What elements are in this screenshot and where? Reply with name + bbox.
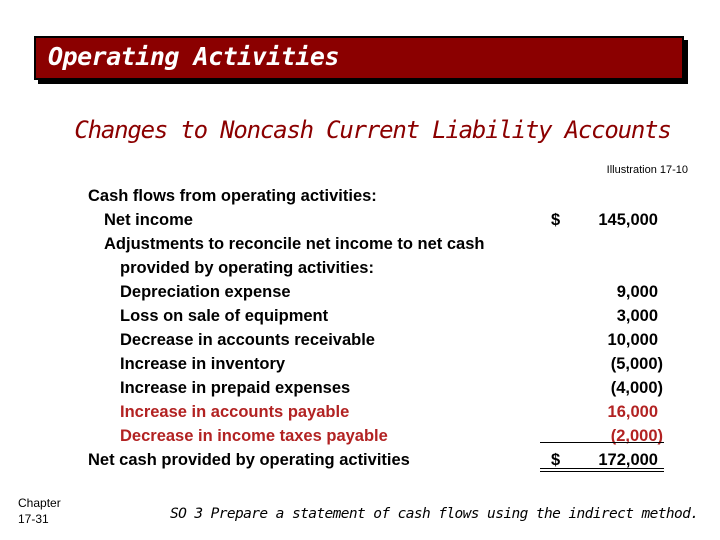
total-value: 172,000 xyxy=(598,451,658,469)
chapter-word: Chapter xyxy=(18,496,61,510)
total-double-rule-top xyxy=(540,468,664,469)
adjustment-item-row xyxy=(88,352,668,376)
adjustment-item-value: 3,000 xyxy=(616,307,658,325)
highlighted-item-label: Decrease in income taxes payable xyxy=(120,427,388,445)
chapter-label xyxy=(18,495,61,527)
adjustment-item-row xyxy=(88,304,668,328)
total-label: Net cash provided by operating activities xyxy=(88,451,410,469)
slide-title: Operating Activities xyxy=(48,42,340,71)
net-income-row xyxy=(88,208,668,232)
chapter-page: 17-31 xyxy=(18,512,49,526)
adjustments-label-2: provided by operating activities: xyxy=(120,259,374,277)
net-income-label: Net income xyxy=(104,211,193,229)
adjustment-item-label: Decrease in accounts receivable xyxy=(120,331,375,349)
adjustment-item-label: Increase in prepaid expenses xyxy=(120,379,351,397)
adjustment-item-row xyxy=(88,280,668,304)
adjustment-item-label: Loss on sale of equipment xyxy=(120,307,329,325)
total-dollar: $ xyxy=(551,451,561,469)
highlighted-item-row xyxy=(88,400,668,424)
adjustments-row-1 xyxy=(88,232,668,256)
adjustment-item-label: Increase in inventory xyxy=(120,355,286,373)
title-bar xyxy=(34,36,684,80)
highlighted-item-value: 16,000 xyxy=(607,403,658,421)
statement-header: Cash flows from operating activities: xyxy=(88,187,377,205)
adjustment-item-value: (4,000) xyxy=(610,379,663,397)
net-income-dollar: $ xyxy=(551,211,561,229)
highlighted-item-row xyxy=(88,424,668,448)
highlighted-item-label: Increase in accounts payable xyxy=(120,403,350,421)
illustration-label: Illustration 17-10 xyxy=(606,164,688,176)
highlighted-item-value: (2,000) xyxy=(610,427,663,445)
subtotal-rule xyxy=(540,442,664,443)
slide-subtitle: Changes to Noncash Current Liability Accounts xyxy=(74,116,671,144)
study-objective: SO 3 Prepare a statement of cash flows using the indirect method. xyxy=(170,506,699,522)
adjustment-item-label: Depreciation expense xyxy=(120,283,291,301)
adjustment-item-value: 10,000 xyxy=(607,331,658,349)
statement-header-row xyxy=(88,184,668,208)
net-income-value: 145,000 xyxy=(598,211,658,229)
total-double-rule-bottom xyxy=(540,471,664,472)
adjustments-label-1: Adjustments to reconcile net income to net cash xyxy=(104,235,485,253)
adjustment-item-value: 9,000 xyxy=(616,283,658,301)
adjustment-item-row xyxy=(88,376,668,400)
adjustment-item-value: (5,000) xyxy=(610,355,663,373)
cash-flow-statement xyxy=(88,184,668,472)
adjustment-item-row xyxy=(88,328,668,352)
adjustments-row-2 xyxy=(88,256,668,280)
